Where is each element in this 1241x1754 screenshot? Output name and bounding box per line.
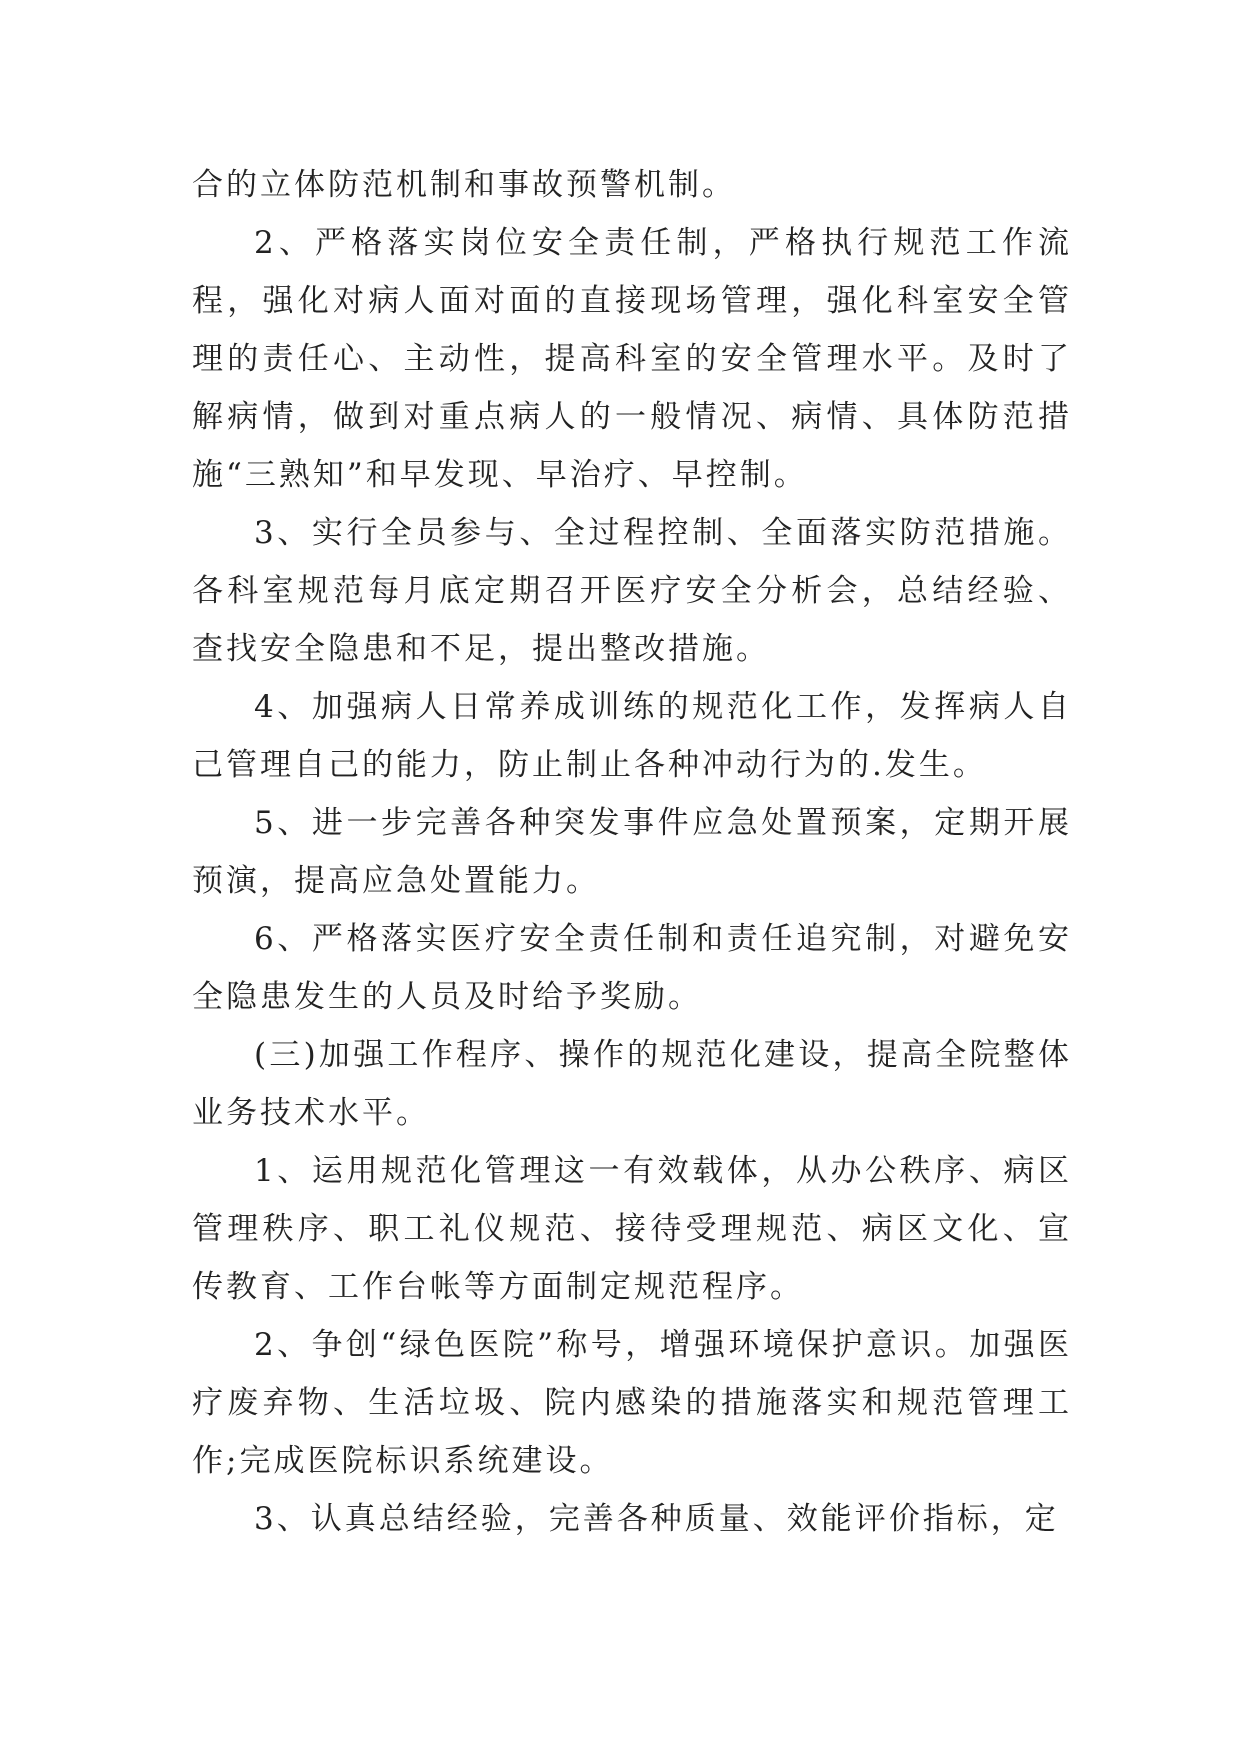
- paragraph-9: 2、争创“绿色医院”称号，增强环境保护意识。加强医疗废弃物、生活垃圾、院内感染的措施落实和规范管理工作;完成医院标识系统建设。: [192, 1327, 1072, 1479]
- section-heading-3: (三)加强工作程序、操作的规范化建设，提高全院整体业务技术水平。: [192, 1037, 1072, 1131]
- paragraph-8: 1、运用规范化管理这一有效载体，从办公秩序、病区管理秩序、职工礼仪规范、接待受理规范、病区文化、宣传教育、工作台帐等方面制定规范程序。: [192, 1153, 1072, 1305]
- paragraph-10: 3、认真总结经验，完善各种质量、效能评价指标，定: [254, 1501, 1059, 1537]
- paragraph-5: 5、进一步完善各种突发事件应急处置预案，定期开展预演，提高应急处置能力。: [192, 805, 1072, 899]
- paragraph-3: 3、实行全员参与、全过程控制、全面落实防范措施。各科室规范每月底定期召开医疗安全分析会，总结经验、查找安全隐患和不足，提出整改措施。: [192, 515, 1072, 667]
- paragraph-4: 4、加强病人日常养成训练的规范化工作，发挥病人自己管理自己的能力，防止制止各种冲动行为的.发生。: [192, 689, 1072, 783]
- paragraph-1: 合的立体防范机制和事故预警机制。: [192, 167, 736, 203]
- paragraph-2: 2、严格落实岗位安全责任制，严格执行规范工作流程，强化对病人面对面的直接现场管理，强化科室安全管理的责任心、主动性，提高科室的安全管理水平。及时了解病情，做到对重点病人的一般情况、病情、具体防范措施“三熟知”和早发现、早治疗、早控制。: [192, 225, 1072, 493]
- paragraph-6: 6、严格落实医疗安全责任制和责任追究制，对避免安全隐患发生的人员及时给予奖励。: [192, 921, 1072, 1015]
- document-body: [192, 156, 1072, 1548]
